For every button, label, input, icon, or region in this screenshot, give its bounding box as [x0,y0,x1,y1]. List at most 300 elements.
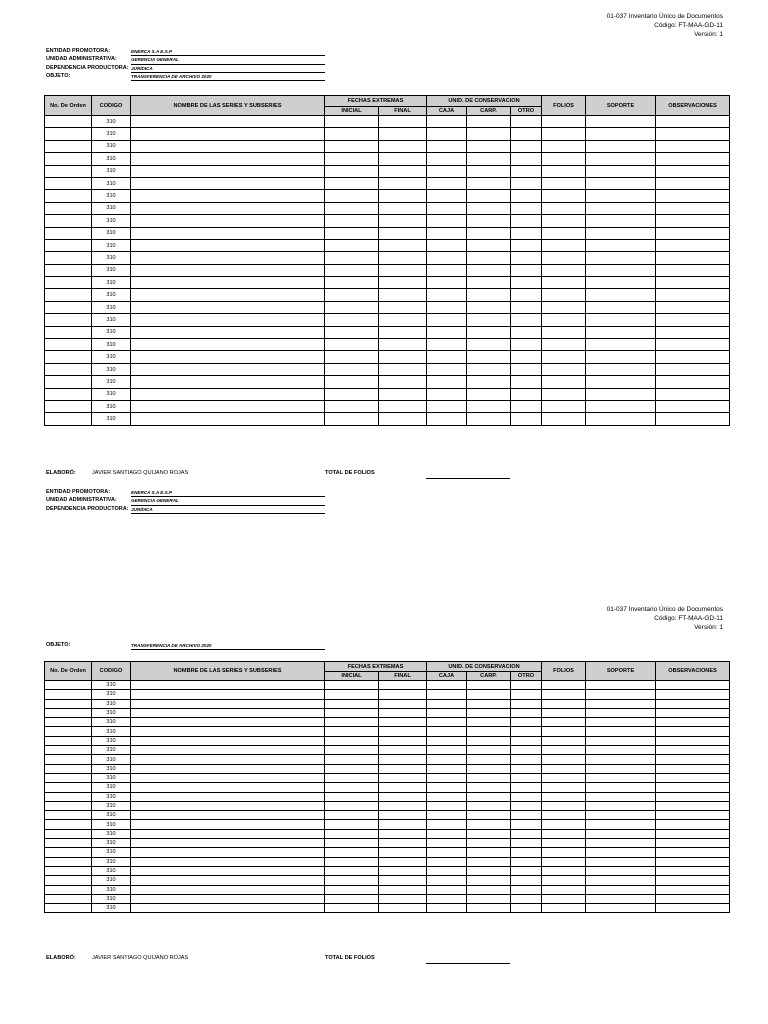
empty-cell [325,876,379,885]
empty-cell [427,866,467,875]
empty-cell [467,227,511,239]
table-row [45,783,730,792]
empty-cell [542,388,586,400]
empty-cell [325,289,379,301]
empty-cell [131,773,325,782]
table-row [45,718,730,727]
empty-cell [542,314,586,326]
empty-cell [427,904,467,913]
empty-cell [325,190,379,202]
empty-cell [467,857,511,866]
empty-cell [467,177,511,189]
empty-cell [379,727,427,736]
empty-cell [656,690,730,699]
empty-cell [427,773,467,782]
empty-cell [542,829,586,838]
empty-cell [325,351,379,363]
empty-cell [467,894,511,903]
empty-cell [131,264,325,276]
empty-cell [379,227,427,239]
col-header-caja: CAJA [427,672,467,681]
empty-cell [325,699,379,708]
empty-cell [586,829,656,838]
table-row [45,876,730,885]
empty-cell [542,264,586,276]
empty-cell [467,764,511,773]
codigo-cell: 310 [92,363,131,375]
table-row [45,708,730,717]
empty-cell [586,857,656,866]
codigo-cell: 310 [92,904,131,913]
empty-cell [586,746,656,755]
empty-cell [379,301,427,313]
codigo-cell: 310 [92,314,131,326]
empty-cell [427,252,467,264]
codigo-cell: 310 [92,792,131,801]
empty-cell [325,326,379,338]
empty-cell [542,153,586,165]
empty-cell [45,301,92,313]
empty-cell [379,252,427,264]
empty-cell [427,351,467,363]
empty-cell [467,876,511,885]
codigo-cell: 310 [92,202,131,214]
codigo-cell: 310 [92,264,131,276]
total-folios-line [426,478,510,479]
document-code: Código: FT-MAA-GD-11 [654,615,723,622]
empty-cell [656,820,730,829]
empty-cell [379,177,427,189]
empty-cell [379,128,427,140]
codigo-cell: 310 [92,820,131,829]
col-header-codigo: CODIGO [92,662,131,681]
empty-cell [542,718,586,727]
empty-cell [656,783,730,792]
empty-cell [467,363,511,375]
table-row [45,904,730,913]
empty-cell [45,128,92,140]
empty-cell [325,277,379,289]
col-header-unid: UNID. DE CONSERVACION [427,662,542,672]
empty-cell [511,388,542,400]
table-row [45,746,730,755]
empty-cell [511,690,542,699]
empty-cell [379,801,427,810]
empty-cell [656,857,730,866]
empty-cell [427,326,467,338]
table-row [45,177,730,189]
empty-cell [656,301,730,313]
empty-cell [427,727,467,736]
empty-cell [586,301,656,313]
empty-cell [656,190,730,202]
empty-cell [467,413,511,425]
empty-cell [586,128,656,140]
empty-cell [467,128,511,140]
empty-cell [586,792,656,801]
empty-cell [542,839,586,848]
empty-cell [467,699,511,708]
empty-cell [542,727,586,736]
empty-cell [325,202,379,214]
empty-cell [656,314,730,326]
empty-cell [131,301,325,313]
empty-cell [511,202,542,214]
empty-cell [467,718,511,727]
empty-cell [542,792,586,801]
empty-cell [131,727,325,736]
table-row [45,128,730,140]
empty-cell [427,681,467,690]
empty-cell [427,736,467,745]
col-header-final: FINAL [379,107,427,116]
empty-cell [45,820,92,829]
codigo-cell: 310 [92,829,131,838]
empty-cell [586,351,656,363]
empty-cell [656,755,730,764]
empty-cell [542,699,586,708]
empty-cell [511,215,542,227]
empty-cell [45,690,92,699]
empty-cell [131,363,325,375]
col-header-carp: CARP. [467,107,511,116]
codigo-cell: 310 [92,400,131,412]
empty-cell [467,773,511,782]
col-header-caja: CAJA [427,107,467,116]
empty-cell [45,904,92,913]
empty-cell [427,215,467,227]
empty-cell [131,718,325,727]
empty-cell [325,376,379,388]
empty-cell [586,801,656,810]
empty-cell [467,904,511,913]
objeto-label: OBJETO: [46,642,71,648]
empty-cell [131,165,325,177]
empty-cell [45,839,92,848]
empty-cell [427,339,467,351]
empty-cell [131,681,325,690]
empty-cell [45,140,92,152]
dependencia-value: JURÍDICA [131,65,325,73]
codigo-cell: 310 [92,128,131,140]
empty-cell [586,755,656,764]
empty-cell [542,177,586,189]
empty-cell [586,904,656,913]
empty-cell [45,153,92,165]
empty-cell [542,351,586,363]
empty-cell [542,301,586,313]
table-row [45,363,730,375]
empty-cell [45,829,92,838]
empty-cell [511,876,542,885]
empty-cell [325,177,379,189]
document-version: Versión: 1 [694,31,723,38]
empty-cell [131,811,325,820]
empty-cell [131,904,325,913]
empty-cell [45,227,92,239]
empty-cell [379,264,427,276]
empty-cell [656,773,730,782]
empty-cell [379,894,427,903]
empty-cell [45,252,92,264]
table-row [45,894,730,903]
inventory-table [44,95,730,426]
empty-cell [45,708,92,717]
table-row [45,792,730,801]
empty-cell [467,140,511,152]
empty-cell [542,376,586,388]
empty-cell [586,718,656,727]
empty-cell [656,376,730,388]
empty-cell [45,388,92,400]
empty-cell [511,363,542,375]
empty-cell [379,792,427,801]
empty-cell [131,376,325,388]
empty-cell [467,165,511,177]
codigo-cell: 310 [92,690,131,699]
empty-cell [379,153,427,165]
col-header-folios: FOLIOS [542,96,586,116]
empty-cell [427,894,467,903]
empty-cell [325,681,379,690]
empty-cell [427,839,467,848]
empty-cell [325,801,379,810]
empty-cell [656,140,730,152]
empty-cell [325,227,379,239]
empty-cell [467,289,511,301]
table-row [45,727,730,736]
unidad-label: UNIDAD ADMINISTRATIVA: [46,497,117,504]
empty-cell [131,202,325,214]
empty-cell [427,413,467,425]
empty-cell [131,792,325,801]
empty-cell [511,866,542,875]
empty-cell [427,690,467,699]
codigo-cell: 310 [92,140,131,152]
codigo-cell: 310 [92,885,131,894]
document-header-page2 [607,605,723,632]
empty-cell [131,227,325,239]
table-row [45,820,730,829]
empty-cell [427,876,467,885]
empty-cell [511,351,542,363]
empty-cell [542,894,586,903]
empty-cell [45,876,92,885]
empty-cell [325,848,379,857]
empty-cell [656,792,730,801]
table-row [45,165,730,177]
empty-cell [511,773,542,782]
empty-cell [379,839,427,848]
empty-cell [325,153,379,165]
empty-cell [45,314,92,326]
empty-cell [325,413,379,425]
empty-cell [467,848,511,857]
empty-cell [325,116,379,128]
empty-cell [656,885,730,894]
empty-cell [131,314,325,326]
empty-cell [427,848,467,857]
empty-cell [45,783,92,792]
empty-cell [656,227,730,239]
table-row [45,755,730,764]
empty-cell [379,746,427,755]
empty-cell [131,339,325,351]
empty-cell [656,904,730,913]
empty-cell [379,764,427,773]
empty-cell [586,165,656,177]
empty-cell [427,857,467,866]
empty-cell [467,746,511,755]
entidad-value: ENERCA S.A E.S.P [131,48,325,56]
empty-cell [379,388,427,400]
empty-cell [542,413,586,425]
empty-cell [542,764,586,773]
empty-cell [511,264,542,276]
col-header-soporte: SOPORTE [586,662,656,681]
empty-cell [467,326,511,338]
empty-cell [586,376,656,388]
table-row [45,413,730,425]
empty-cell [325,690,379,699]
empty-cell [325,894,379,903]
empty-cell [586,413,656,425]
empty-cell [325,215,379,227]
empty-cell [131,755,325,764]
empty-cell [379,376,427,388]
empty-cell [511,801,542,810]
empty-cell [427,314,467,326]
empty-cell [542,326,586,338]
empty-cell [131,116,325,128]
empty-cell [325,301,379,313]
empty-cell [511,301,542,313]
empty-cell [586,699,656,708]
empty-cell [45,681,92,690]
col-header-inicial: INICIAL [325,107,379,116]
empty-cell [325,736,379,745]
empty-cell [542,116,586,128]
empty-cell [586,876,656,885]
empty-cell [467,351,511,363]
empty-cell [467,736,511,745]
col-header-fechas: FECHAS EXTREMAS [325,96,427,107]
empty-cell [586,140,656,152]
codigo-cell: 310 [92,811,131,820]
empty-cell [586,202,656,214]
empty-cell [45,736,92,745]
empty-cell [586,339,656,351]
empty-cell [427,190,467,202]
empty-cell [511,177,542,189]
table-row [45,277,730,289]
empty-cell [45,755,92,764]
empty-cell [427,277,467,289]
empty-cell [45,339,92,351]
empty-cell [379,866,427,875]
elaboro-label: ELABORÓ: [46,470,76,476]
empty-cell [542,289,586,301]
empty-cell [379,718,427,727]
table-row [45,339,730,351]
elaboro-value: JAVIER SANTIAGO QUIJANO ROJAS [92,955,189,961]
empty-cell [656,400,730,412]
codigo-cell: 310 [92,727,131,736]
empty-cell [542,708,586,717]
dependencia-value: JURÍDICA [131,506,325,514]
table-row [45,140,730,152]
empty-cell [511,153,542,165]
empty-cell [131,215,325,227]
empty-cell [586,264,656,276]
codigo-cell: 310 [92,848,131,857]
col-header-final: FINAL [379,672,427,681]
document-code: Código: FT-MAA-GD-11 [654,22,723,29]
empty-cell [379,215,427,227]
table-row [45,215,730,227]
empty-cell [467,681,511,690]
table-row [45,866,730,875]
empty-cell [542,848,586,857]
empty-cell [586,227,656,239]
empty-cell [511,829,542,838]
empty-cell [542,165,586,177]
empty-cell [467,277,511,289]
empty-cell [656,413,730,425]
empty-cell [586,690,656,699]
col-header-carp: CARP. [467,672,511,681]
empty-cell [467,690,511,699]
empty-cell [656,128,730,140]
empty-cell [542,215,586,227]
table-row [45,736,730,745]
empty-cell [467,811,511,820]
empty-cell [467,252,511,264]
empty-cell [325,400,379,412]
empty-cell [511,904,542,913]
empty-cell [656,215,730,227]
empty-cell [131,885,325,894]
empty-cell [45,400,92,412]
col-header-otro: OTRO [511,107,542,116]
empty-cell [586,820,656,829]
empty-cell [45,746,92,755]
empty-cell [325,857,379,866]
empty-cell [379,736,427,745]
table-row [45,202,730,214]
codigo-cell: 310 [92,699,131,708]
empty-cell [427,363,467,375]
unidad-label: UNIDAD ADMINISTRATIVA: [46,56,117,63]
total-folios-line [426,963,510,964]
empty-cell [511,885,542,894]
empty-cell [131,690,325,699]
document-title: 01-037 Inventario Único de Documentos [606,13,723,20]
empty-cell [427,708,467,717]
empty-cell [131,708,325,717]
empty-cell [45,289,92,301]
empty-cell [656,339,730,351]
document-header [607,12,723,39]
empty-cell [427,227,467,239]
codigo-cell: 310 [92,289,131,301]
table-row [45,690,730,699]
empty-cell [542,736,586,745]
empty-cell [542,202,586,214]
codigo-cell: 310 [92,413,131,425]
empty-cell [511,848,542,857]
table-row [45,351,730,363]
